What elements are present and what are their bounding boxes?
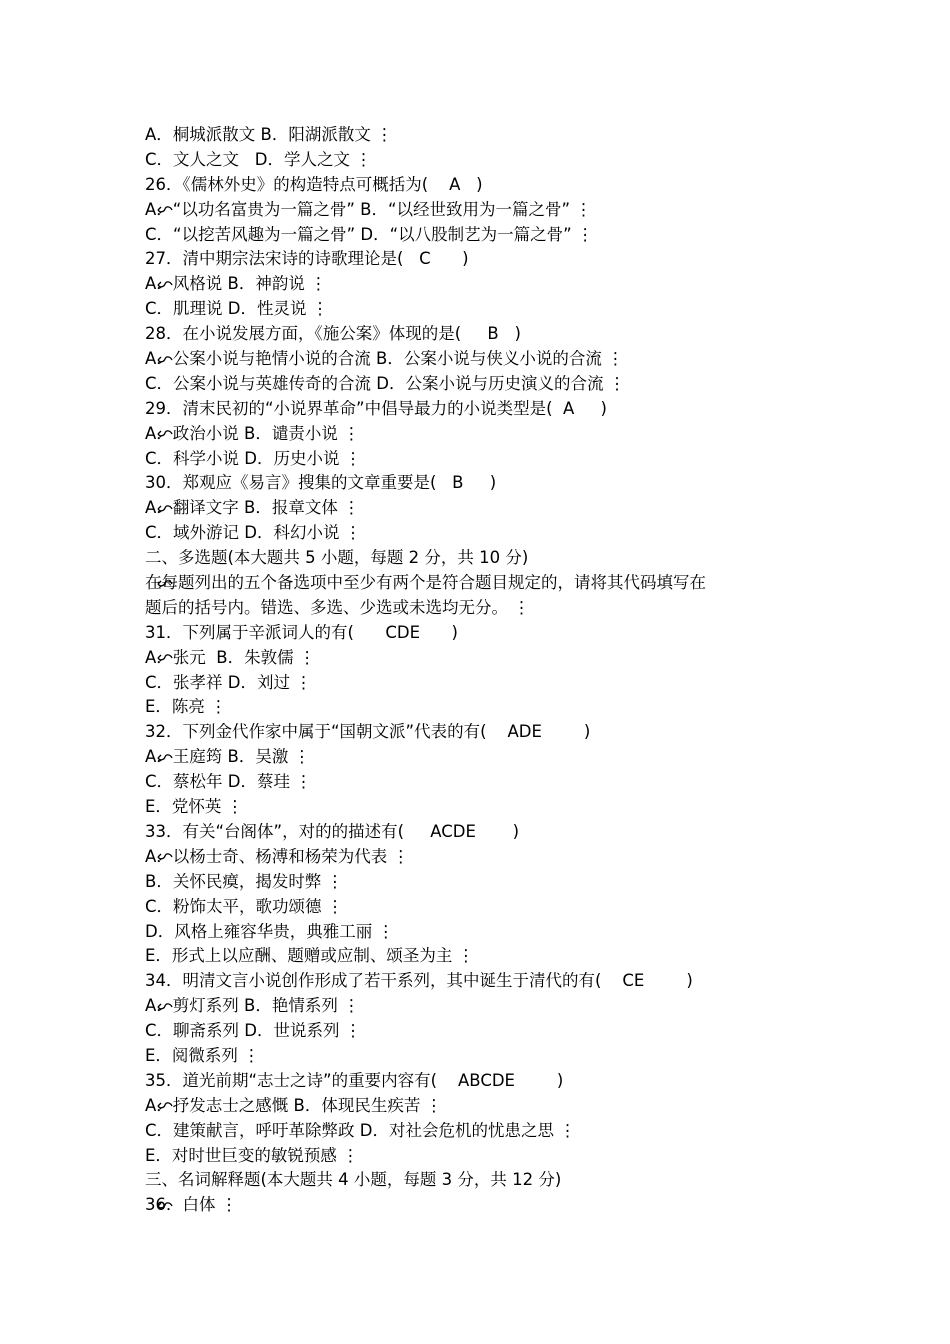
text-line bbox=[145, 895, 825, 920]
line-text: 36．白体 bbox=[145, 1195, 216, 1215]
line-text: C．肌理说 D．性灵说 bbox=[145, 299, 307, 319]
text-line bbox=[145, 447, 825, 472]
line-end-mark: ⋮ bbox=[289, 672, 312, 692]
line-end-mark: ⋮ bbox=[288, 747, 311, 767]
line-text: A．风格说 B．神韵说 bbox=[145, 274, 305, 294]
line-end-mark: ⋮ bbox=[349, 149, 372, 169]
text-line bbox=[145, 1019, 825, 1044]
line-text: E．对时世巨变的敏锐预感 bbox=[145, 1145, 337, 1165]
text-line bbox=[145, 795, 825, 820]
line-text: C．建策献言，呼吁革除弊政 D．对社会危机的忧患之思 bbox=[145, 1120, 554, 1140]
line-end-mark: ⋮ bbox=[370, 125, 393, 144]
line-end-mark: ⋮ bbox=[571, 224, 594, 244]
line-end-mark: ⋮ bbox=[337, 423, 360, 443]
line-text: 35．道光前期“志士之诗”的重要内容有( ABCDE ) bbox=[145, 1070, 564, 1090]
line-text: A．公案小说与艳情小说的合流 B．公案小说与侠义小说的合流 bbox=[145, 349, 602, 369]
text-line bbox=[145, 770, 825, 795]
line-text: E．阅微系列 bbox=[145, 1045, 238, 1065]
line-text: 28．在小说发展方面，《施公案》体现的是( B ) bbox=[145, 324, 521, 344]
line-text: 29．清末民初的“小说界革命”中倡导最力的小说类型是( A ) bbox=[145, 398, 607, 418]
line-text: 二、多选题(本大题共 5 小题，每题 2 分，共 10 分) bbox=[145, 548, 529, 568]
text-line bbox=[145, 870, 825, 895]
text-line bbox=[145, 720, 825, 745]
line-text: 题后的括号内。错选、多选、少选或未选均无分。 bbox=[145, 597, 508, 617]
text-line bbox=[145, 621, 825, 646]
text-line bbox=[145, 1193, 825, 1218]
text-line bbox=[145, 646, 825, 671]
text-line bbox=[145, 1168, 825, 1193]
line-text: C．域外游记 D．科幻小说 bbox=[145, 523, 340, 543]
line-text: B．关怀民瘼，揭发时弊 bbox=[145, 871, 322, 891]
text-line bbox=[145, 1119, 825, 1144]
line-text: C．文人之文 D．学人之文 bbox=[145, 149, 350, 169]
line-end-mark: ⋮ bbox=[337, 498, 360, 518]
line-end-mark: ⋮ bbox=[215, 1195, 238, 1215]
text-line bbox=[145, 223, 825, 248]
line-end-mark: ⋮ bbox=[221, 797, 244, 817]
text-line bbox=[145, 695, 825, 720]
line-end-mark: ⋮ bbox=[339, 1021, 362, 1041]
text-line bbox=[145, 148, 825, 173]
text-line bbox=[145, 521, 825, 546]
line-text: 三、名词解释题(本大题共 4 小题，每题 3 分，共 12 分) bbox=[145, 1170, 562, 1190]
line-text: A．张元 B．朱敦儒 bbox=[145, 647, 294, 667]
text-line bbox=[145, 347, 825, 372]
line-end-mark: ⋮ bbox=[204, 697, 227, 717]
text-line bbox=[145, 173, 825, 198]
text-line bbox=[145, 198, 825, 223]
text-line bbox=[145, 496, 825, 521]
line-end-mark: ⋮ bbox=[387, 846, 410, 866]
text-line bbox=[145, 571, 825, 596]
text-line bbox=[145, 944, 825, 969]
line-text: 31．下列属于辛派词人的有( CDE ) bbox=[145, 622, 458, 642]
line-end-mark: ⋮ bbox=[372, 921, 394, 941]
text-line bbox=[145, 1069, 825, 1094]
line-text: A．以杨士奇、杨溥和杨荣为代表 bbox=[145, 846, 388, 866]
line-end-mark: ⋮ bbox=[237, 1045, 260, 1065]
line-text: C．公案小说与英雄传奇的合流 D．公案小说与历史演义的合流 bbox=[145, 373, 604, 393]
line-text: C．聊斋系列 D．世说系列 bbox=[145, 1021, 340, 1041]
line-text: C．“以挖苦风趣为一篇之骨” D．“以八股制艺为一篇之骨” bbox=[145, 224, 572, 244]
line-end-mark: ⋮ bbox=[553, 1120, 576, 1140]
document-body bbox=[145, 123, 825, 1218]
line-text: A．政治小说 B．谴责小说 bbox=[145, 423, 338, 443]
line-end-mark: ⋮ bbox=[306, 299, 329, 319]
text-line bbox=[145, 322, 825, 347]
line-end-mark: ⋮ bbox=[337, 996, 360, 1016]
line-text: 34．明清文言小说创作形成了若干系列，其中诞生于清代的有( CE ) bbox=[145, 971, 693, 991]
text-line bbox=[145, 745, 825, 770]
line-text: E．陈亮 bbox=[145, 697, 205, 717]
line-text: D．风格上雍容华贵，典雅工丽 bbox=[145, 921, 373, 941]
text-line bbox=[145, 422, 825, 447]
line-end-mark: ⋮ bbox=[289, 772, 312, 792]
text-line bbox=[145, 671, 825, 696]
text-line bbox=[145, 1144, 825, 1169]
text-line bbox=[145, 471, 825, 496]
line-end-mark: ⋮ bbox=[420, 1095, 443, 1115]
text-line bbox=[145, 1044, 825, 1069]
line-text: A．抒发志士之感慨 B．体现民生疾苦 bbox=[145, 1095, 421, 1115]
line-text: C．蔡松年 D．蔡珪 bbox=[145, 772, 290, 792]
line-end-mark: ⋮ bbox=[603, 373, 626, 393]
line-end-mark: ⋮ bbox=[508, 597, 530, 617]
line-text: E．党怀英 bbox=[145, 797, 222, 817]
line-end-mark: ⋮ bbox=[452, 946, 475, 966]
line-text: C．科学小说 D．历史小说 bbox=[145, 448, 340, 468]
text-line bbox=[145, 247, 825, 272]
text-line bbox=[145, 920, 825, 945]
text-line bbox=[145, 969, 825, 994]
line-end-mark: ⋮ bbox=[304, 274, 327, 294]
line-text: 在每题列出的五个备选项中至少有两个是符合题目规定的，请将其代码填写在 bbox=[145, 573, 706, 593]
text-line bbox=[145, 272, 825, 297]
text-line bbox=[145, 546, 825, 571]
line-end-mark: ⋮ bbox=[336, 1145, 359, 1165]
line-end-mark: ⋮ bbox=[601, 349, 624, 369]
line-text: 27．清中期宗法宋诗的诗歌理论是( C ) bbox=[145, 249, 469, 269]
text-line bbox=[145, 397, 825, 422]
line-text: A．剪灯系列 B．艳情系列 bbox=[145, 996, 338, 1016]
line-text: A．翻译文字 B．报章文体 bbox=[145, 498, 338, 518]
line-end-mark: ⋮ bbox=[321, 871, 344, 891]
text-line bbox=[145, 123, 825, 148]
text-line bbox=[145, 372, 825, 397]
text-line bbox=[145, 994, 825, 1019]
line-text: C．张孝祥 D．刘过 bbox=[145, 672, 290, 692]
text-line bbox=[145, 1094, 825, 1119]
text-line bbox=[145, 297, 825, 322]
line-text: 33．有关“台阁体”，对的的描述有( ACDE ) bbox=[145, 821, 520, 841]
text-line bbox=[145, 845, 825, 870]
line-end-mark: ⋮ bbox=[570, 199, 592, 219]
line-text: 30．郑观应《易言》搜集的文章重要是( B ) bbox=[145, 473, 497, 493]
line-text: A．“以功名富贵为一篇之骨” B．“以经世致用为一篇之骨” bbox=[145, 199, 571, 219]
line-text: 26．《儒林外史》的构造特点可概括为( A ) bbox=[145, 174, 483, 194]
text-line bbox=[145, 596, 825, 621]
line-text: A．王庭筠 B．吴激 bbox=[145, 747, 289, 767]
line-text: A．桐城派散文 B．阳湖派散文 bbox=[145, 125, 371, 144]
line-end-mark: ⋮ bbox=[339, 448, 362, 468]
line-end-mark: ⋮ bbox=[293, 647, 316, 667]
line-text: 32．下列金代作家中属于“国朝文派”代表的有( ADE ) bbox=[145, 722, 591, 742]
line-text: E．形式上以应酬、题赠或应制、颂圣为主 bbox=[145, 946, 453, 966]
text-line bbox=[145, 820, 825, 845]
line-end-mark: ⋮ bbox=[339, 523, 362, 543]
line-end-mark: ⋮ bbox=[321, 896, 344, 916]
line-text: C．粉饰太平，歌功颂德 bbox=[145, 896, 322, 916]
